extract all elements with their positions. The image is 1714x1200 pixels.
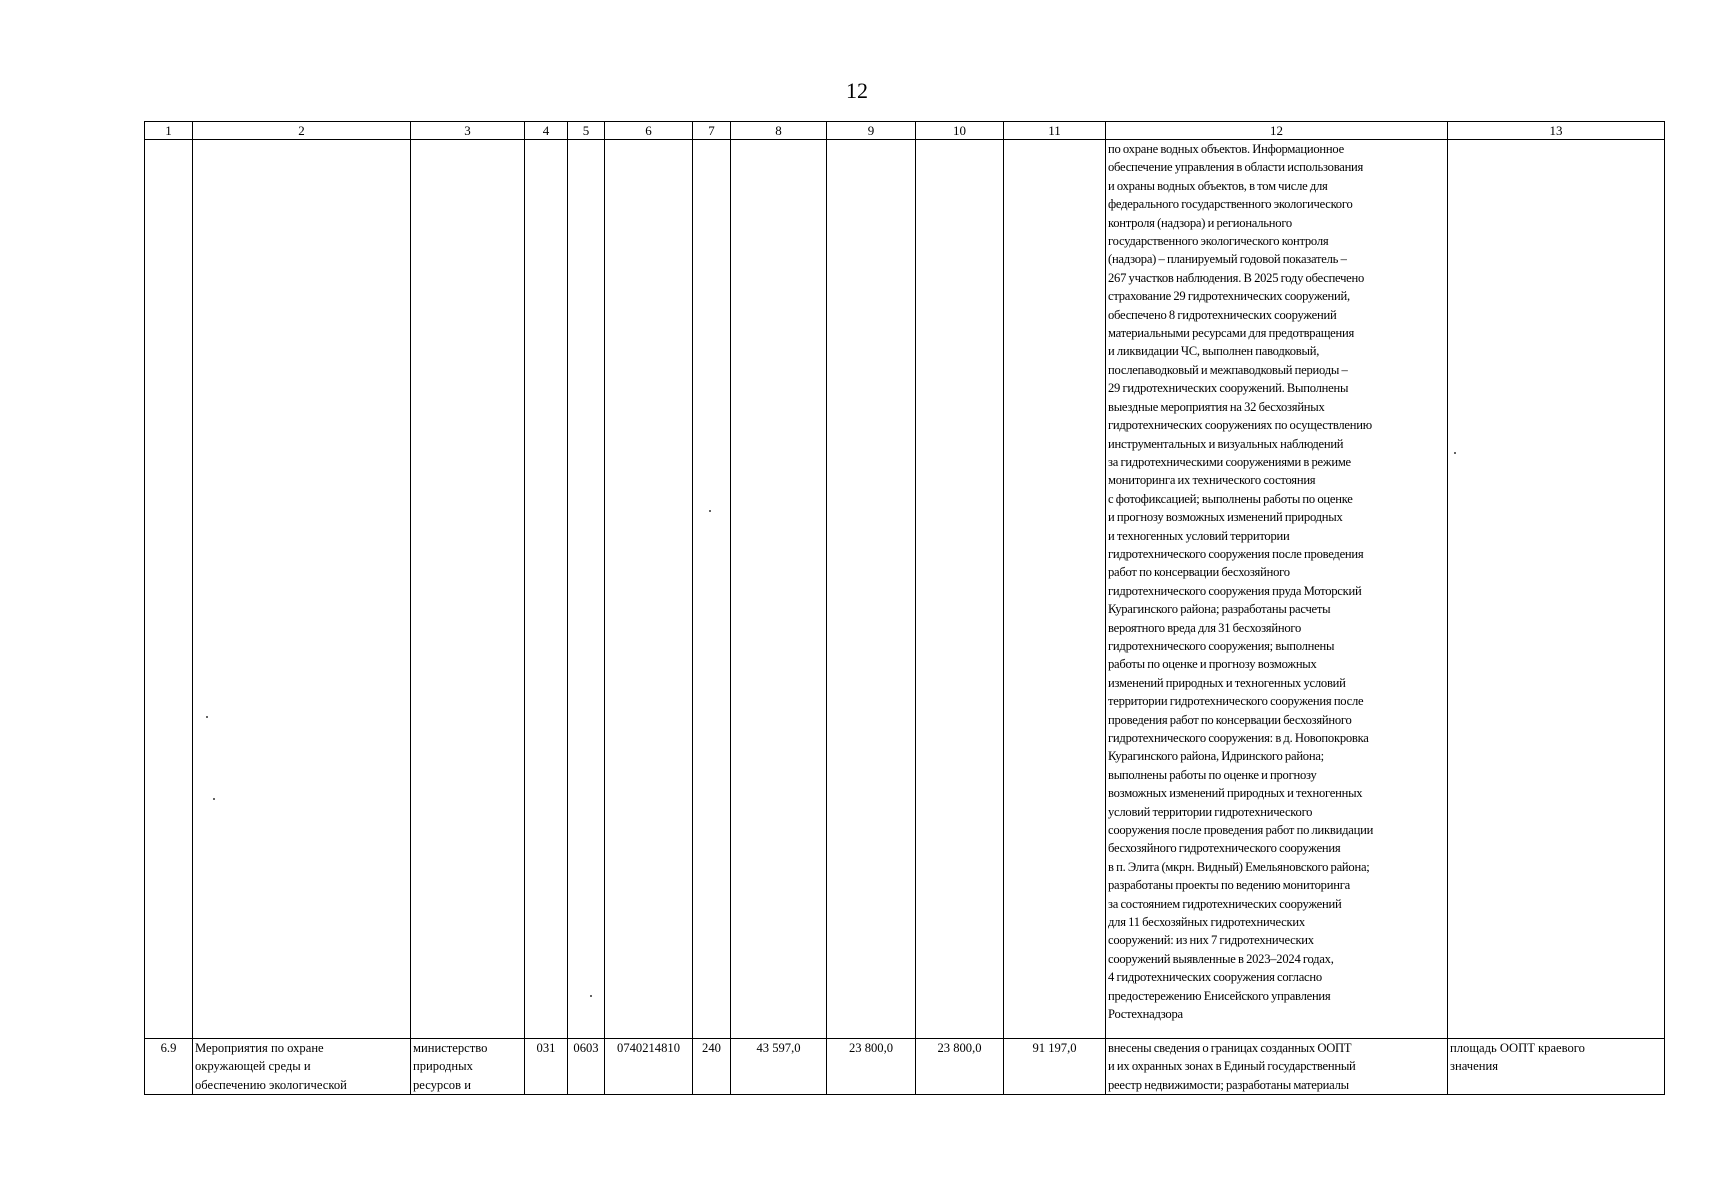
section-code: 0603: [568, 1039, 605, 1095]
scan-speck: [709, 510, 711, 512]
cell-empty: [1004, 140, 1106, 1039]
col-header-2: 2: [193, 122, 411, 140]
responsible-agency: министерство природных ресурсов и: [411, 1039, 525, 1095]
page-number: 12: [846, 78, 868, 103]
col-header-9: 9: [827, 122, 916, 140]
expected-result: внесены сведения о границах созданных ООПТ и их охранных зонах в Единый государственный реестр недвижимости; разработаны материалы: [1106, 1039, 1448, 1095]
cell-empty: [525, 140, 568, 1039]
col-header-5: 5: [568, 122, 605, 140]
amount-year-2: 23 800,0: [827, 1039, 916, 1095]
col-header-7: 7: [693, 122, 731, 140]
cell-empty: [605, 140, 693, 1039]
cell-empty: [916, 140, 1004, 1039]
cell-empty: [1448, 140, 1665, 1039]
cell-empty: [568, 140, 605, 1039]
indicator-name: площадь ООПТ краевого значения: [1448, 1039, 1665, 1095]
cell-empty: [193, 140, 411, 1039]
column-number-header: [145, 122, 1665, 140]
scan-speck: [206, 716, 208, 718]
col-header-4: 4: [525, 122, 568, 140]
col-header-6: 6: [605, 122, 693, 140]
cell-empty: [693, 140, 731, 1039]
scan-speck: [213, 798, 215, 800]
cell-empty: [145, 140, 193, 1039]
cell-empty: [731, 140, 827, 1039]
target-article-code: 0740214810: [605, 1039, 693, 1095]
col-header-11: 11: [1004, 122, 1106, 140]
scan-speck: [590, 995, 592, 997]
cell-empty: [411, 140, 525, 1039]
col-header-1: 1: [145, 122, 193, 140]
table-row-continuation: [145, 140, 1665, 1039]
col-header-13: 13: [1448, 122, 1665, 140]
amount-total: 91 197,0: [1004, 1039, 1106, 1095]
ministry-code: 031: [525, 1039, 568, 1095]
col-header-10: 10: [916, 122, 1004, 140]
row-number: 6.9: [145, 1039, 193, 1095]
budget-table: [144, 121, 1665, 1095]
expense-type-code: 240: [693, 1039, 731, 1095]
scan-speck: [1454, 452, 1456, 454]
results-description: по охране водных объектов. Информационное обеспечение управления в области использования и охраны водных объектов, в том числе для федерального государственного экологического контроля (надзора) и регионального государственного экологического контроля (надзора) – планируемый годовой показатель – 267 участков наблюдения. В 2025 году обеспечено страхование 29 гидротехнических сооружений, обеспечено 8 гидротехнических сооружений материальными ресурсами для предотвращения и ликвидации ЧС, выполнен паводковый, послепаводковый и межпаводковый периоды – 29 гидротехнических сооружений. Выполнены выездные мероприятия на 32 бесхозяйных гидротехнических сооружениях по осуществлению инструментальных и визуальных наблюдений за гидротехническими сооружениями в режиме мониторинга их технического состояния с фотофиксацией; выполнены работы по оценке и прогнозу возможных изменений природных и техногенных условий территории гидротехнического сооружения после проведения работ по консервации бесхозяйного гидротехнического сооружения пруда Моторский Курагинского района; разработаны расчеты вероятного вреда для 31 бесхозяйного гидротехнического сооружения; выполнены работы по оценке и прогнозу возможных изменений природных и техногенных условий территории гидротехнического сооружения после проведения работ по консервации бесхозяйного гидротехнического сооружения: в д. Новопокровка Курагинского района, Идринского района; выполнены работы по оценке и прогнозу возможных изменений природных и техногенных условий территории гидротехнического сооружения после проведения работ по ликвидации бесхозяйного гидротехнического сооружения в п. Элита (мкрн. Видный) Емельяновского района; разработаны проекты по ведению мониторинга за состоянием гидротехнических сооружений для 11 бесхозяйных гидротехнических сооружений: из них 7 гидротехнических сооружений выявленные в 2023–2024 годах, 4 гидротехнических сооружения согласно предостережению Енисейского управления Ростехнадзора: [1106, 140, 1448, 1039]
cell-empty: [827, 140, 916, 1039]
col-header-8: 8: [731, 122, 827, 140]
col-header-12: 12: [1106, 122, 1448, 140]
amount-year-1: 43 597,0: [731, 1039, 827, 1095]
activity-name: Мероприятия по охране окружающей среды и обеспечению экологической: [193, 1039, 411, 1095]
col-header-3: 3: [411, 122, 525, 140]
table-row-6-9: [145, 1039, 1665, 1095]
amount-year-3: 23 800,0: [916, 1039, 1004, 1095]
